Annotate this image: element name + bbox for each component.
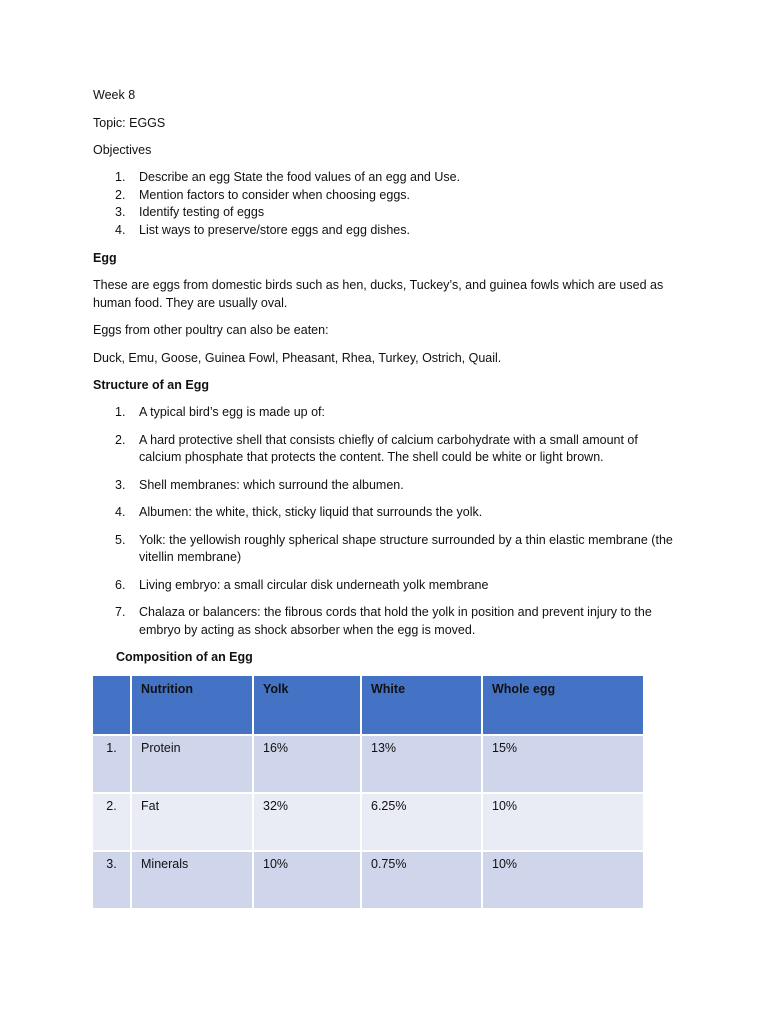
structure-heading: Structure of an Egg <box>93 378 209 392</box>
column-header: Whole egg <box>483 676 645 736</box>
table-cell: 32% <box>254 794 362 852</box>
egg-paragraph-definition: These are eggs from domestic birds such as hen, ducks, Tuckey’s, and guinea fowls which are used as human food. They are usually oval. <box>93 278 664 310</box>
list-item: 2. A hard protective shell that consists chiefly of calcium carbohydrate with a small amount of calcium phosphate that protects the content. The shell could be white or light brown. <box>115 432 638 464</box>
column-header: Nutrition <box>132 676 254 736</box>
list-item: 2. Mention factors to consider when choosing eggs. <box>115 187 410 202</box>
structure-list <box>93 404 683 649</box>
objectives-list <box>93 169 683 239</box>
list-item: 4. List ways to preserve/store eggs and egg dishes. <box>115 222 410 237</box>
table-cell: 6.25% <box>362 794 483 852</box>
table-cell: Protein <box>132 736 254 794</box>
table-cell: 13% <box>362 736 483 794</box>
table-row <box>93 736 645 794</box>
column-header: Yolk <box>254 676 362 736</box>
list-item: 3. Shell membranes: which surround the albumen. <box>115 477 404 492</box>
table-cell: 10% <box>254 852 362 910</box>
table-row <box>93 852 645 910</box>
table-cell: 10% <box>483 794 645 852</box>
composition-table <box>93 676 645 910</box>
list-item: 3. Identify testing of eggs <box>115 205 265 219</box>
composition-heading: Composition of an Egg <box>116 650 253 664</box>
egg-paragraph-other-poultry: Eggs from other poultry can also be eaten: <box>93 323 329 337</box>
list-item: 6. Living embryo: a small circular disk underneath yolk membrane <box>115 577 489 592</box>
week-label: Week 8 <box>93 88 136 102</box>
table-cell: 3. <box>93 852 132 910</box>
egg-paragraph-poultry-list: Duck, Emu, Goose, Guinea Fowl, Pheasant, Rhea, Turkey, Ostrich, Quail. <box>93 351 502 365</box>
list-item: 7. Chalaza or balancers: the fibrous cords that hold the yolk in position and prevent injury to the embryo by acting as shock absorber when the egg is moved. <box>115 605 652 637</box>
table-row <box>93 794 645 852</box>
table-cell: 15% <box>483 736 645 794</box>
table-cell: 2. <box>93 794 132 852</box>
composition-table-wrapper <box>93 676 645 910</box>
table-header-row <box>93 676 645 736</box>
table-cell: Fat <box>132 794 254 852</box>
table-cell: 0.75% <box>362 852 483 910</box>
list-item: 4. Albumen: the white, thick, sticky liquid that surrounds the yolk. <box>115 505 483 519</box>
list-item: 1. Describe an egg State the food values of an egg and Use. <box>115 170 461 184</box>
topic-label: Topic: EGGS <box>93 116 166 130</box>
table-cell: 10% <box>483 852 645 910</box>
list-item: 1. A typical bird’s egg is made up of: <box>115 405 325 419</box>
table-cell: Minerals <box>132 852 254 910</box>
table-cell: 1. <box>93 736 132 794</box>
table-cell: 16% <box>254 736 362 794</box>
list-item: 5. Yolk: the yellowish roughly spherical shape structure surrounded by a thin elastic membrane (the vitellin membrane) <box>115 532 673 564</box>
column-header: White <box>362 676 483 736</box>
column-header <box>93 676 132 736</box>
egg-heading: Egg <box>93 251 117 265</box>
objectives-heading: Objectives <box>93 143 152 157</box>
